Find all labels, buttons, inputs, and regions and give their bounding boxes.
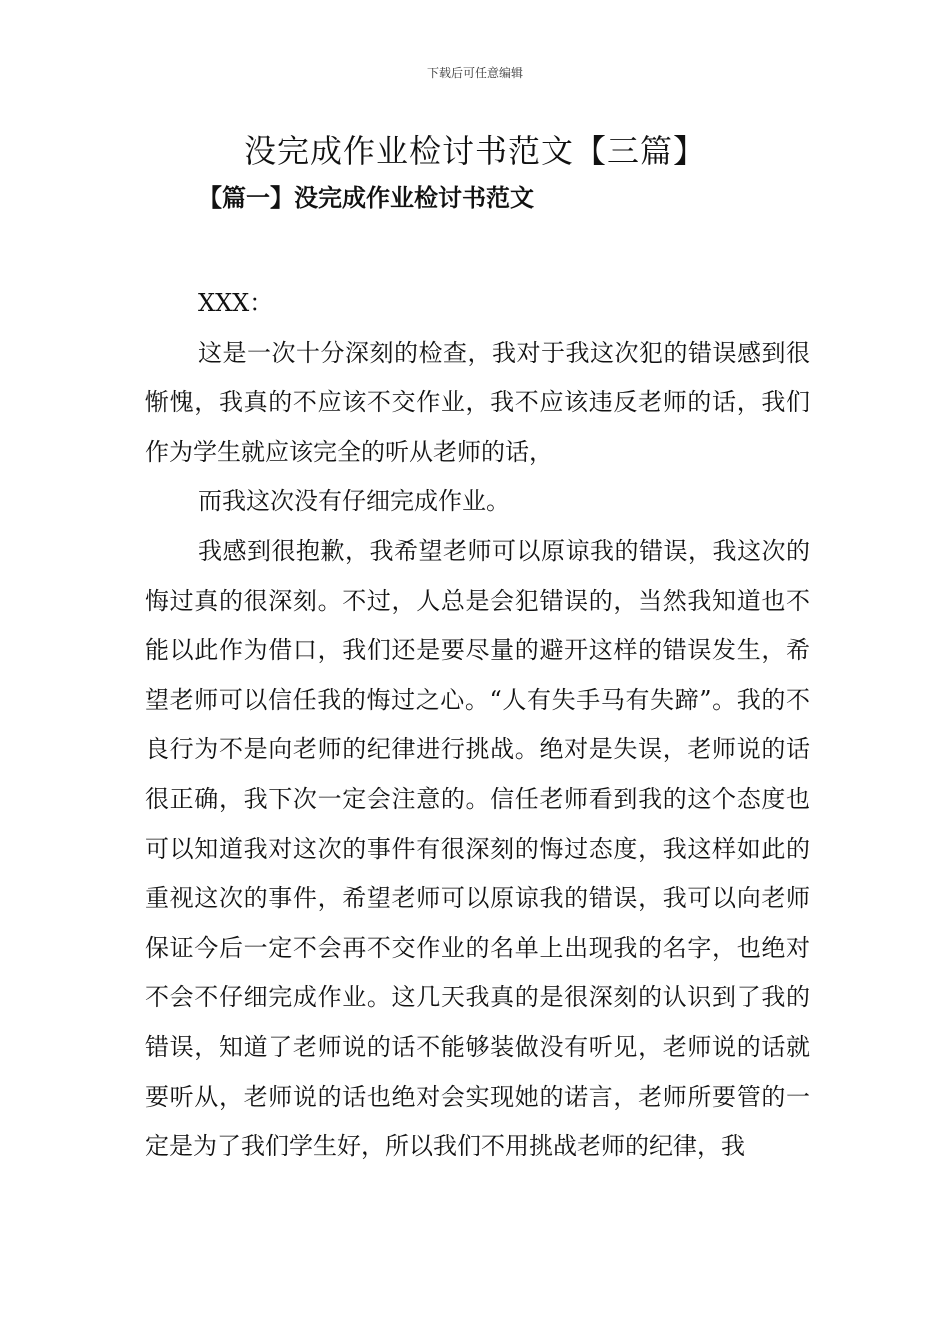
- paragraph-2: 而我这次没有仔细完成作业。: [198, 487, 510, 516]
- salutation: XXX：: [198, 289, 274, 317]
- section-subtitle: 【篇一】没完成作业检讨书范文: [198, 183, 534, 212]
- header-note: 下载后可任意编辑: [426, 66, 523, 80]
- paragraph-1: 这是一次十分深刻的检查，我对于我这次犯的错误感到很惭愧，我真的不应该不交作业，我不应该违反老师的话，我们作为学生就应该完全的听从老师的话，: [145, 338, 810, 466]
- paragraph-3: 我感到很抱歉，我希望老师可以原谅我的错误，我这次的悔过真的很深刻。不过，人总是会犯错误的，当然我知道也不能以此作为借口，我们还是要尽量的避开这样的错误发生，希望老师可以信任我的悔过之心。“人有失手马有失蹄”。我的不良行为不是向老师的纪律进行挑战。绝对是失误，老师说的话很正确，我下次一定会注意的。信任老师看到我的这个态度也可以知道我对这次的事件有很深刻的悔过态度，我这样如此的重视这次的事件，希望老师可以原谅我的错误，我可以向老师保证今后一定不会再不交作业的名单上出现我的名字，也绝对不会不仔细完成作业。这几天我真的是很深刻的认识到了我的错误，知道了老师说的话不能够装做没有听见，老师说的话就要听从，老师说的话也绝对会实现她的诺言，老师所要管的一定是为了我们学生好，所以我们不用挑战老师的纪律，我: [145, 536, 810, 1161]
- document-body: [145, 279, 810, 1172]
- document-title: 没完成作业检讨书范文【三篇】: [243, 132, 706, 170]
